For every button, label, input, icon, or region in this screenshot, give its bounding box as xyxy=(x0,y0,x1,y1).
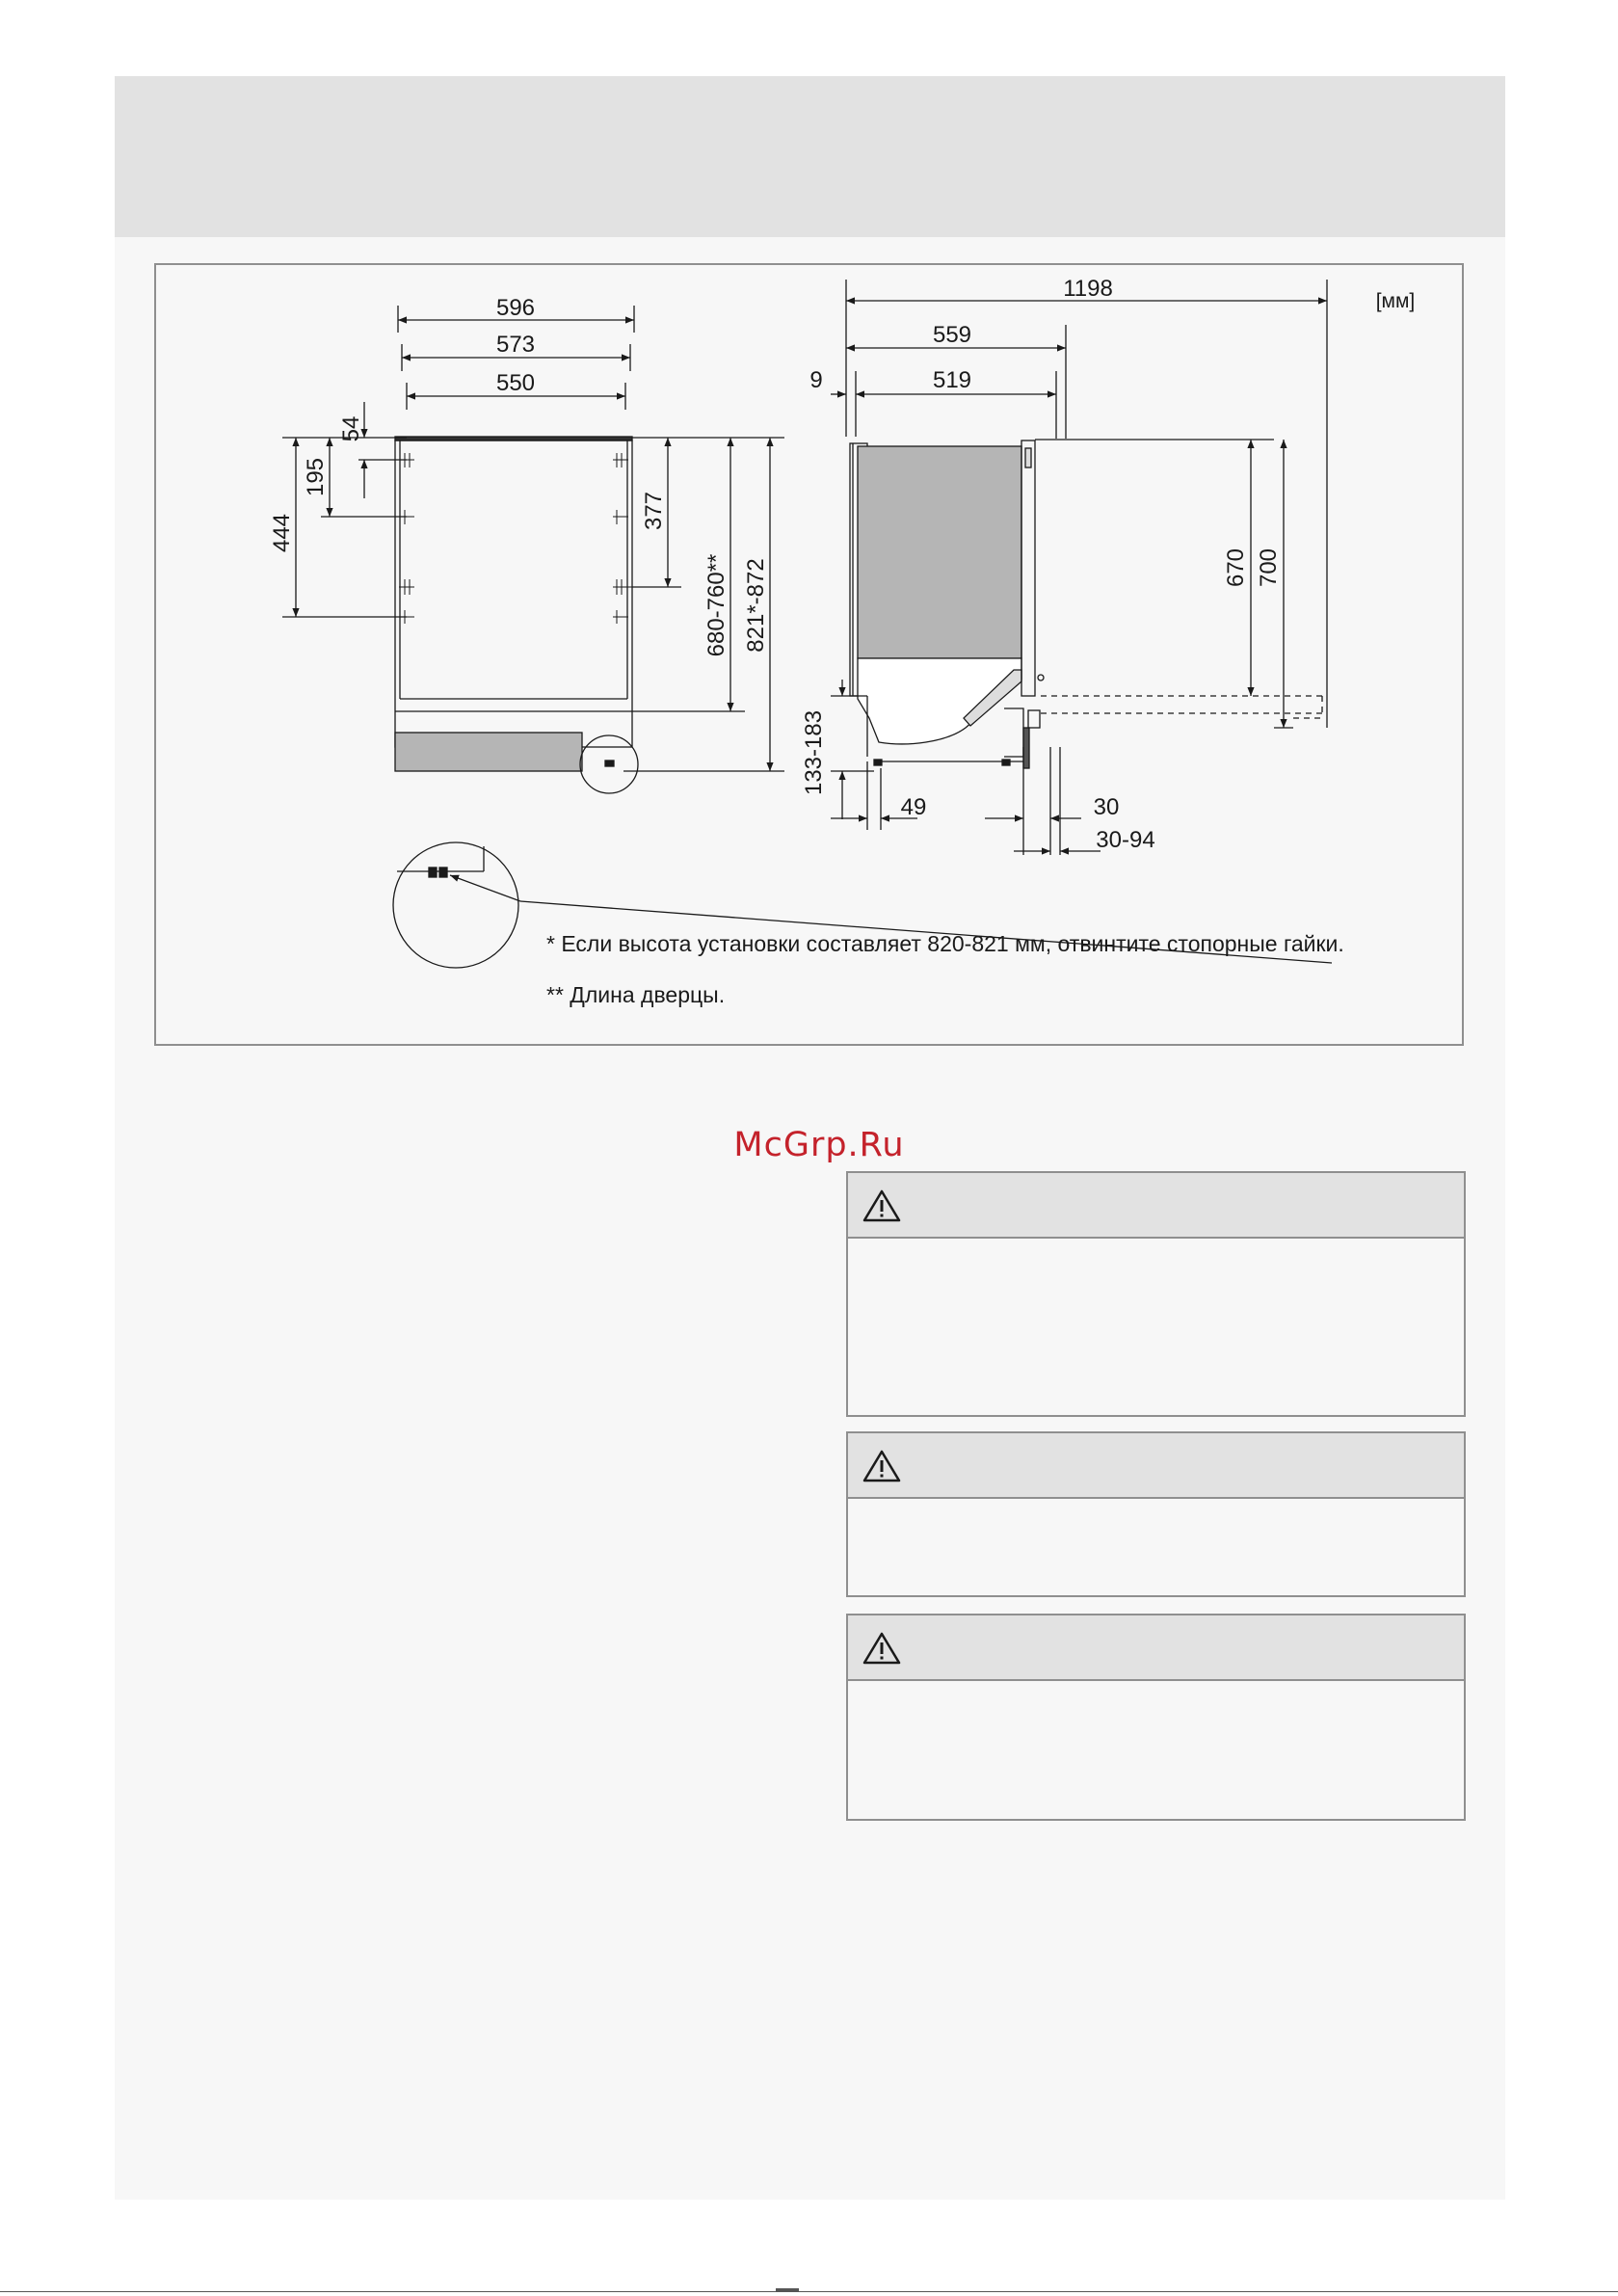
unit-label: [мм] xyxy=(1375,290,1416,312)
dim-444-label: 444 xyxy=(269,513,295,553)
dimension-drawing xyxy=(156,265,1466,1048)
width-573-label: 573 xyxy=(495,332,536,358)
watermark: McGrp.Ru xyxy=(733,1126,905,1164)
page-bottom-mark xyxy=(776,2288,799,2291)
side-tub-body xyxy=(858,446,1021,658)
page-bottom-rule xyxy=(0,2291,1618,2292)
height-range-label: 821*-872 xyxy=(743,558,769,653)
warning-box-header xyxy=(848,1615,1464,1681)
width-550-label: 550 xyxy=(495,370,536,396)
warning-box-2 xyxy=(846,1431,1466,1597)
warning-triangle-icon xyxy=(862,1188,902,1223)
warning-box-1 xyxy=(846,1171,1466,1417)
dim-377-label: 377 xyxy=(641,491,667,531)
warning-box-3 xyxy=(846,1614,1466,1821)
door-length-label: 680-760** xyxy=(703,553,729,657)
warning-box-header xyxy=(848,1173,1464,1239)
front-cabinet-body xyxy=(395,441,632,747)
footnote-installation-height: * Если высота установки составляет 820-821 мм, отвинтите стопорные гайки. xyxy=(546,931,1344,956)
offset-9-label: 9 xyxy=(809,367,823,393)
installation-dimensions-figure xyxy=(154,263,1464,1046)
side-rear-wall xyxy=(1021,441,1035,696)
warning-box-header xyxy=(848,1433,1464,1499)
warning-triangle-icon xyxy=(862,1449,902,1483)
height-670-label: 670 xyxy=(1223,547,1249,588)
header-band xyxy=(115,76,1505,237)
gap-30-label: 30 xyxy=(1093,794,1120,820)
detail-zoom-circle xyxy=(393,842,518,968)
foot-49-label: 49 xyxy=(900,794,927,820)
gap-30-94-label: 30-94 xyxy=(1096,827,1155,853)
depth-519-label: 519 xyxy=(932,367,972,393)
height-700-label: 700 xyxy=(1256,547,1282,588)
width-596-label: 596 xyxy=(495,295,536,321)
dim-54-label: 54 xyxy=(338,415,364,442)
footnote-door-length: ** Длина дверцы. xyxy=(546,982,726,1007)
front-plinth xyxy=(395,733,582,771)
warning-triangle-icon xyxy=(862,1631,902,1666)
depth-1198-label: 1198 xyxy=(1063,276,1113,302)
depth-559-label: 559 xyxy=(932,322,972,348)
plinth-range-label: 133-183 xyxy=(801,709,827,796)
dim-195-label: 195 xyxy=(303,457,329,497)
